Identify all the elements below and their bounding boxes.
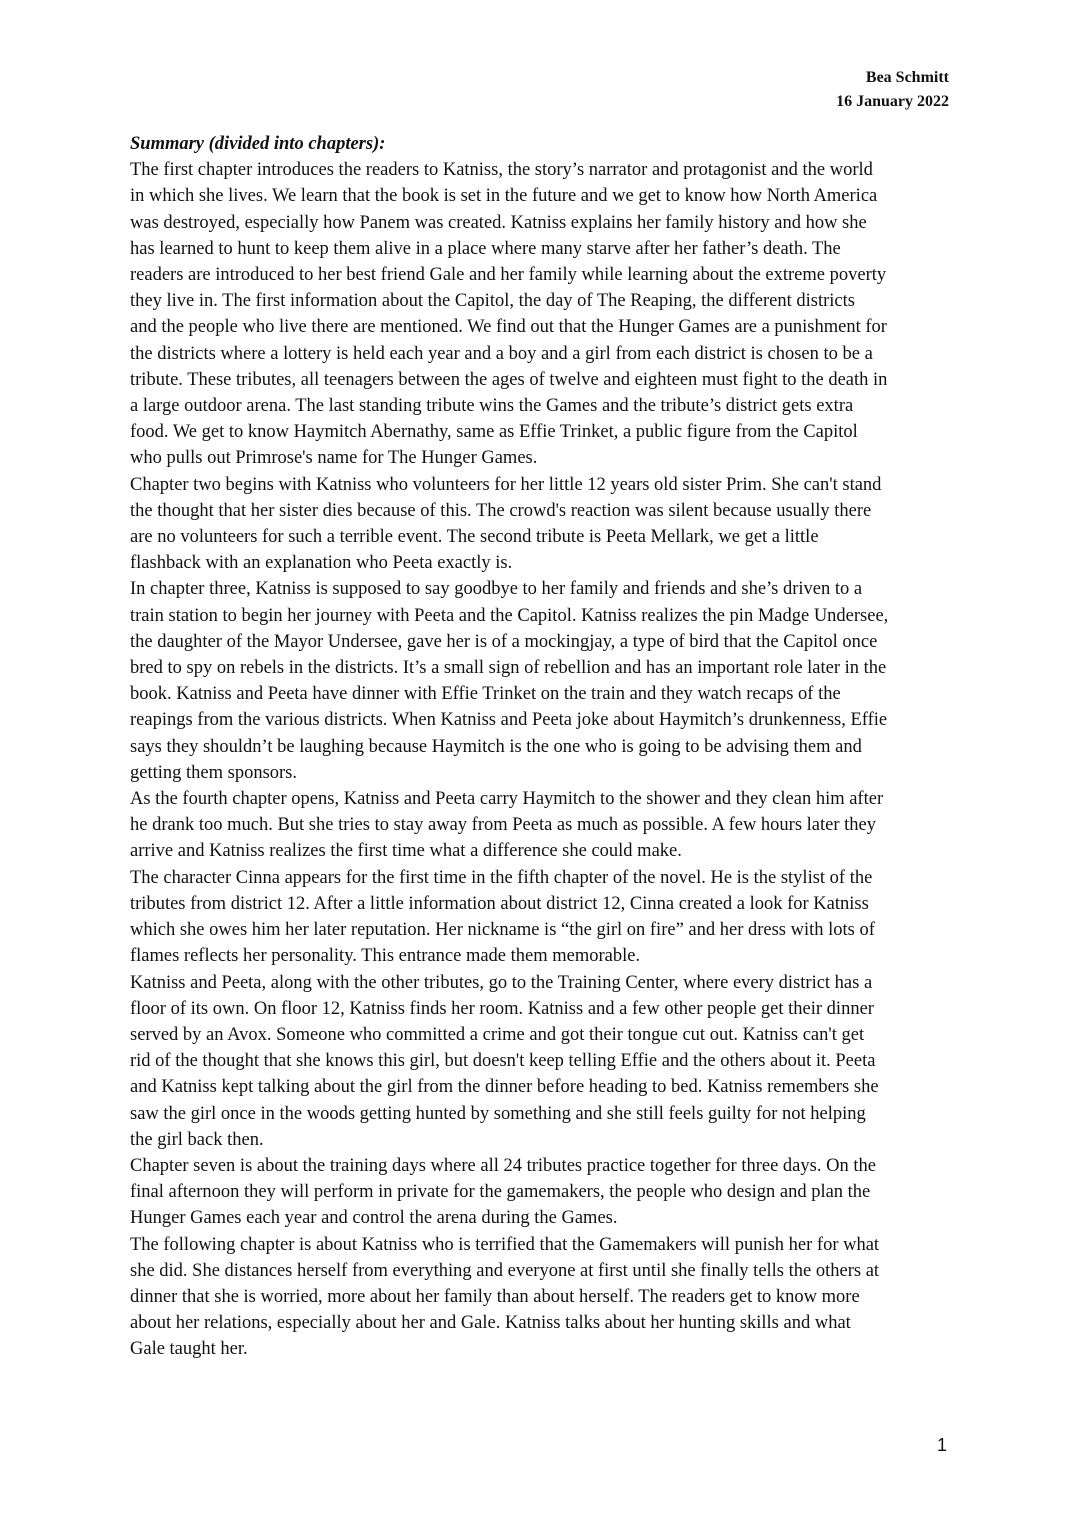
text-line: Katniss and Peeta, along with the other tributes, go to the Training Center, where every district has a: [130, 972, 873, 993]
text-line: in which she lives. We learn that the book is set in the future and we get to know how North America: [130, 186, 878, 207]
text-line: a large outdoor arena. The last standing tribute wins the Games and the tribute’s district gets extra: [130, 396, 854, 417]
text-line: tribute. These tributes, all teenagers between the ages of twelve and eighteen must fight to the death in: [130, 369, 888, 390]
text-line: tributes from district 12. After a little information about district 12, Cinna created a look for Katniss: [130, 893, 869, 914]
text-line: the districts where a lottery is held each year and a boy and a girl from each district is chosen to be a: [130, 343, 873, 364]
text-line: flashback with an explanation who Peeta exactly is.: [130, 553, 513, 574]
summary-paragraphs: [130, 157, 970, 1362]
paragraph: [130, 865, 970, 970]
text-line: saw the girl once in the woods getting hunted by something and she still feels guilty for not helping: [130, 1103, 866, 1124]
text-line: the thought that her sister dies because of this. The crowd's reaction was silent because usually there: [130, 500, 872, 521]
text-line: reapings from the various districts. When Katniss and Peeta joke about Haymitch’s drunkenness, Effie: [130, 710, 888, 731]
text-line: are no volunteers for such a terrible event. The second tribute is Peeta Mellark, we get a little: [130, 527, 819, 548]
text-line: train station to begin her journey with Peeta and the Capitol. Katniss realizes the pin Madge Undersee,: [130, 605, 889, 626]
document-header: [836, 66, 949, 114]
text-line: food. We get to know Haymitch Abernathy, same as Effie Trinket, a public figure from the Capitol: [130, 422, 858, 443]
text-line: floor of its own. On floor 12, Katniss finds her room. Katniss and a few other people get their dinner: [130, 998, 874, 1019]
text-line: about her relations, especially about her and Gale. Katniss talks about her hunting skills and what: [130, 1313, 851, 1334]
text-line: he drank too much. But she tries to stay away from Peeta as much as possible. A few hours later they: [130, 815, 876, 836]
text-line: served by an Avox. Someone who committed a crime and got their tongue cut out. Katniss can't get: [130, 1024, 865, 1045]
text-line: they live in. The first information about the Capitol, the day of The Reaping, the different districts: [130, 291, 855, 312]
text-line: Gale taught her.: [130, 1339, 248, 1360]
document-date: 16 January 2022: [836, 93, 949, 110]
text-line: The following chapter is about Katniss who is terrified that the Gamemakers will punish her for what: [130, 1234, 880, 1255]
text-line: has learned to hunt to keep them alive in a place where many starve after her father’s death. The: [130, 238, 841, 259]
text-line: who pulls out Primrose's name for The Hunger Games.: [130, 448, 538, 469]
text-line: the girl back then.: [130, 1129, 264, 1150]
paragraph: [130, 157, 970, 471]
text-line: was destroyed, especially how Panem was created. Katniss explains her family history and how she: [130, 212, 867, 233]
text-line: book. Katniss and Peeta have dinner with Effie Trinket on the train and they watch recaps of the: [130, 684, 841, 705]
summary-heading: Summary (divided into chapters):: [130, 134, 386, 154]
text-line: Chapter two begins with Katniss who volunteers for her little 12 years old sister Prim. She can't stand: [130, 474, 882, 495]
text-line: flames reflects her personality. This entrance made them memorable.: [130, 946, 641, 967]
text-line: the daughter of the Mayor Undersee, gave her is of a mockingjay, a type of bird that the Capitol once: [130, 631, 878, 652]
paragraph: [130, 576, 970, 786]
text-line: Hunger Games each year and control the arena during the Games.: [130, 1208, 618, 1229]
text-line: readers are introduced to her best friend Gale and her family while learning about the extreme poverty: [130, 265, 887, 286]
text-line: The first chapter introduces the readers to Katniss, the story’s narrator and protagonist and the world: [130, 160, 873, 181]
text-line: and the people who live there are mentioned. We find out that the Hunger Games are a punishment for: [130, 317, 887, 338]
text-line: final afternoon they will perform in private for the gamemakers, the people who design and plan the: [130, 1182, 871, 1203]
paragraph: [130, 472, 970, 577]
document-body: [130, 131, 970, 1363]
text-line: getting them sponsors.: [130, 762, 298, 783]
text-line: Chapter seven is about the training days where all 24 tributes practice together for three days. On the: [130, 1155, 876, 1176]
text-line: The character Cinna appears for the first time in the fifth chapter of the novel. He is the stylist of the: [130, 867, 873, 888]
paragraph: [130, 1232, 970, 1363]
paragraph: [130, 970, 970, 1153]
paragraph: [130, 1153, 970, 1232]
text-line: and Katniss kept talking about the girl from the dinner before heading to bed. Katniss remembers she: [130, 1077, 879, 1098]
text-line: says they shouldn’t be laughing because Haymitch is the one who is going to be advising them and: [130, 736, 862, 757]
text-line: In chapter three, Katniss is supposed to say goodbye to her family and friends and she’s driven to a: [130, 579, 863, 600]
paragraph: [130, 786, 970, 865]
text-line: rid of the thought that she knows this girl, but doesn't keep telling Effie and the others about it. Peeta: [130, 1051, 876, 1072]
text-line: arrive and Katniss realizes the first time what a difference she could make.: [130, 841, 682, 862]
text-line: she did. She distances herself from everything and everyone at first until she finally tells the others at: [130, 1260, 880, 1281]
text-line: which she owes him her later reputation. Her nickname is “the girl on fire” and her dress with lots of: [130, 920, 875, 941]
text-line: dinner that she is worried, more about her family than about herself. The readers get to know more: [130, 1286, 860, 1307]
author-name: Bea Schmitt: [865, 69, 949, 86]
text-line: bred to spy on rebels in the districts. It’s a small sign of rebellion and has an important role later in the: [130, 658, 887, 679]
text-line: As the fourth chapter opens, Katniss and Peeta carry Haymitch to the shower and they clean him after: [130, 789, 884, 810]
page-number: 1: [936, 1435, 947, 1455]
